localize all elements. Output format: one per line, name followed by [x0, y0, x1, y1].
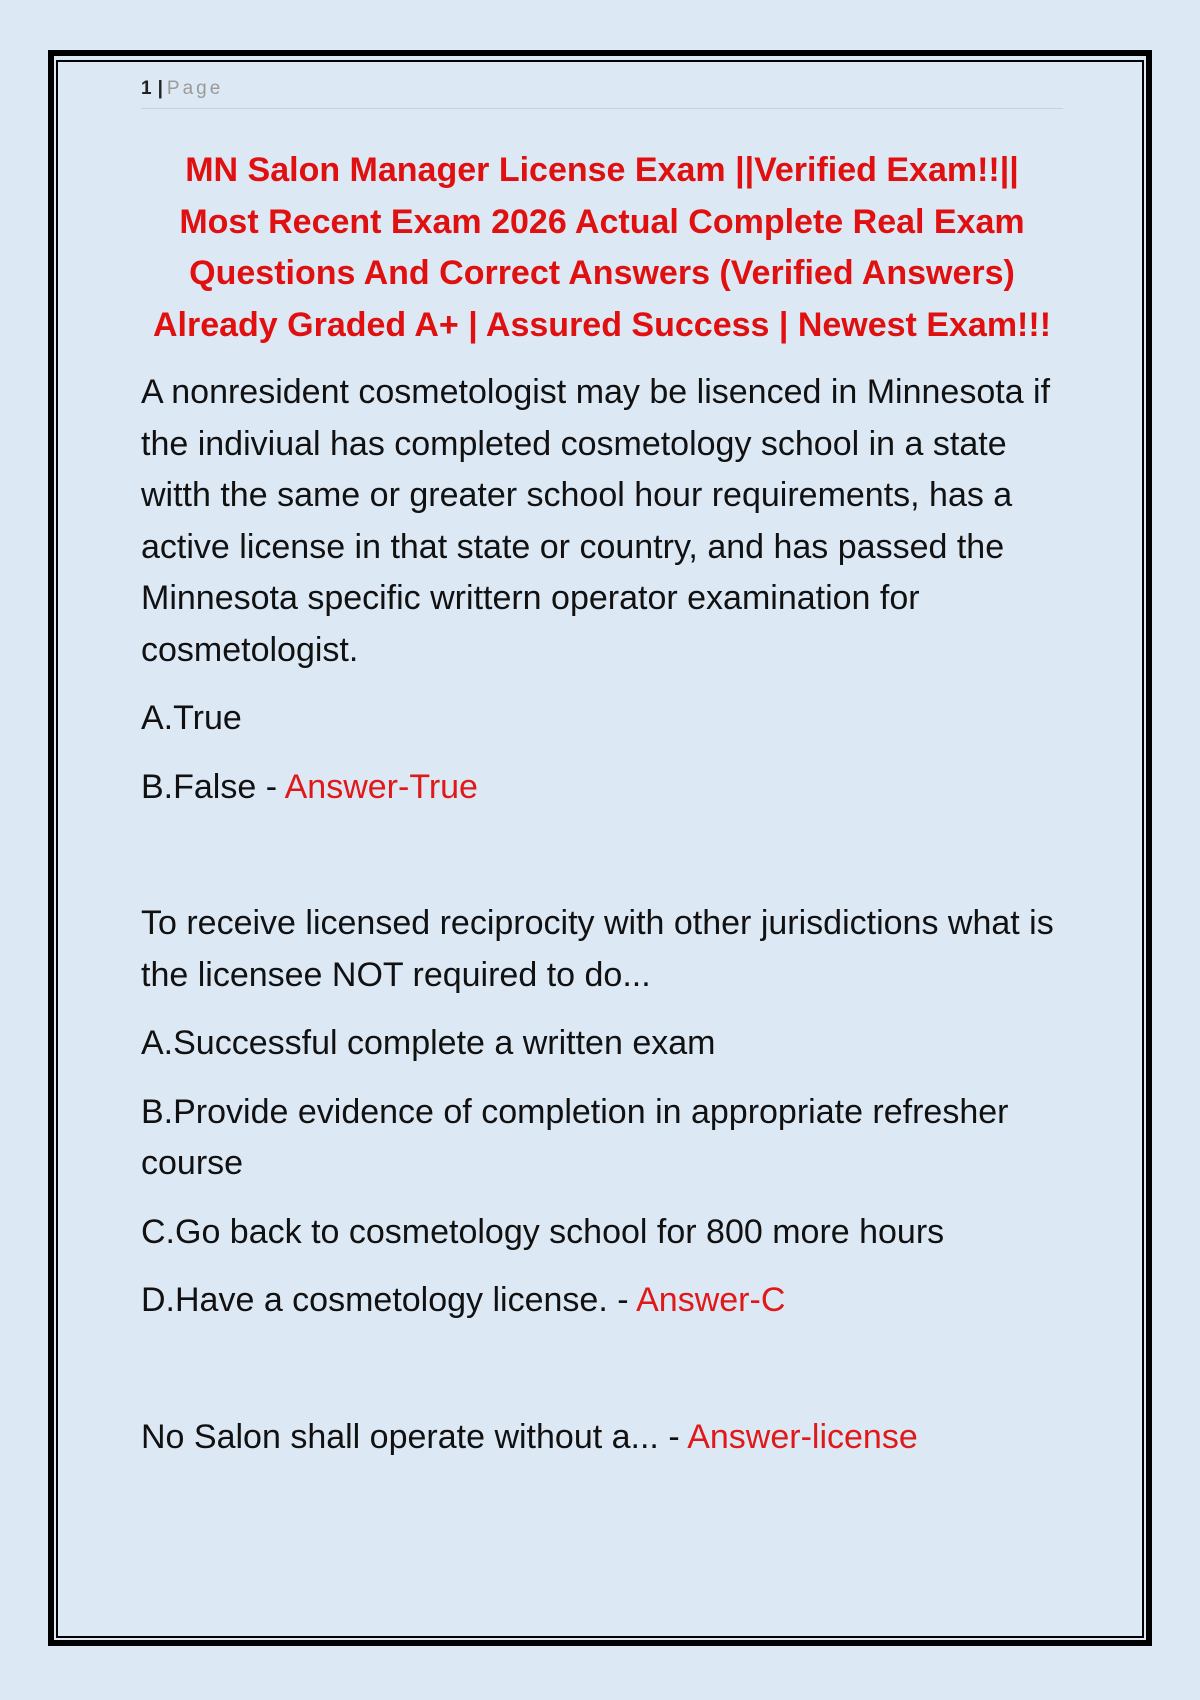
document-title: MN Salon Manager License Exam ||Verified Exam!!|| Most Recent Exam 2026 Actual Complete Real Exam Questions And Correct Answers (Verified Answers) Already Graded A+ | Assured Success | Newest Exam!!!: [152, 151, 1052, 344]
page-header: [141, 78, 1063, 109]
spacer: [141, 813, 1063, 898]
option-a: A.Successful complete a written exam: [141, 1024, 716, 1062]
question-prompt: No Salon shall operate without a... -: [141, 1417, 680, 1456]
option-text: D.Have a cosmetology license. -: [141, 1281, 629, 1319]
option-b: [141, 762, 1063, 814]
page-separator: |: [157, 78, 163, 99]
question-block-1: [141, 367, 1063, 813]
option-text: B.False -: [141, 767, 278, 806]
document-page: [141, 78, 1063, 1463]
page-number: 1: [141, 78, 152, 99]
spacer: [141, 1327, 1063, 1412]
answer-text: Answer-C: [636, 1281, 786, 1319]
question-text: To receive licensed reciprocity with other jurisdictions what is the licensee NOT required to do...: [141, 904, 1054, 994]
answer-text: Answer-True: [284, 767, 478, 806]
question-block-2: [141, 898, 1063, 1327]
question-text: [141, 1412, 1063, 1464]
question-text: A nonresident cosmetologist may be lisenced in Minnesota if the indiviual has completed cosmetology school in a state witth the same or greater school hour requirements, has a active license in that state or country, and has passed the Minnesota specific writtern operator examination for cosmetologist.: [141, 373, 1051, 669]
option-a: A.True: [141, 699, 242, 737]
answer-text: Answer-license: [687, 1417, 918, 1456]
option-c: C.Go back to cosmetology school for 800 more hours: [141, 1212, 945, 1251]
page-label: Page: [166, 78, 224, 99]
option-d: [141, 1275, 1063, 1327]
option-b: B.Provide evidence of completion in appropriate refresher course: [141, 1092, 1009, 1182]
question-block-3: [141, 1412, 1063, 1464]
